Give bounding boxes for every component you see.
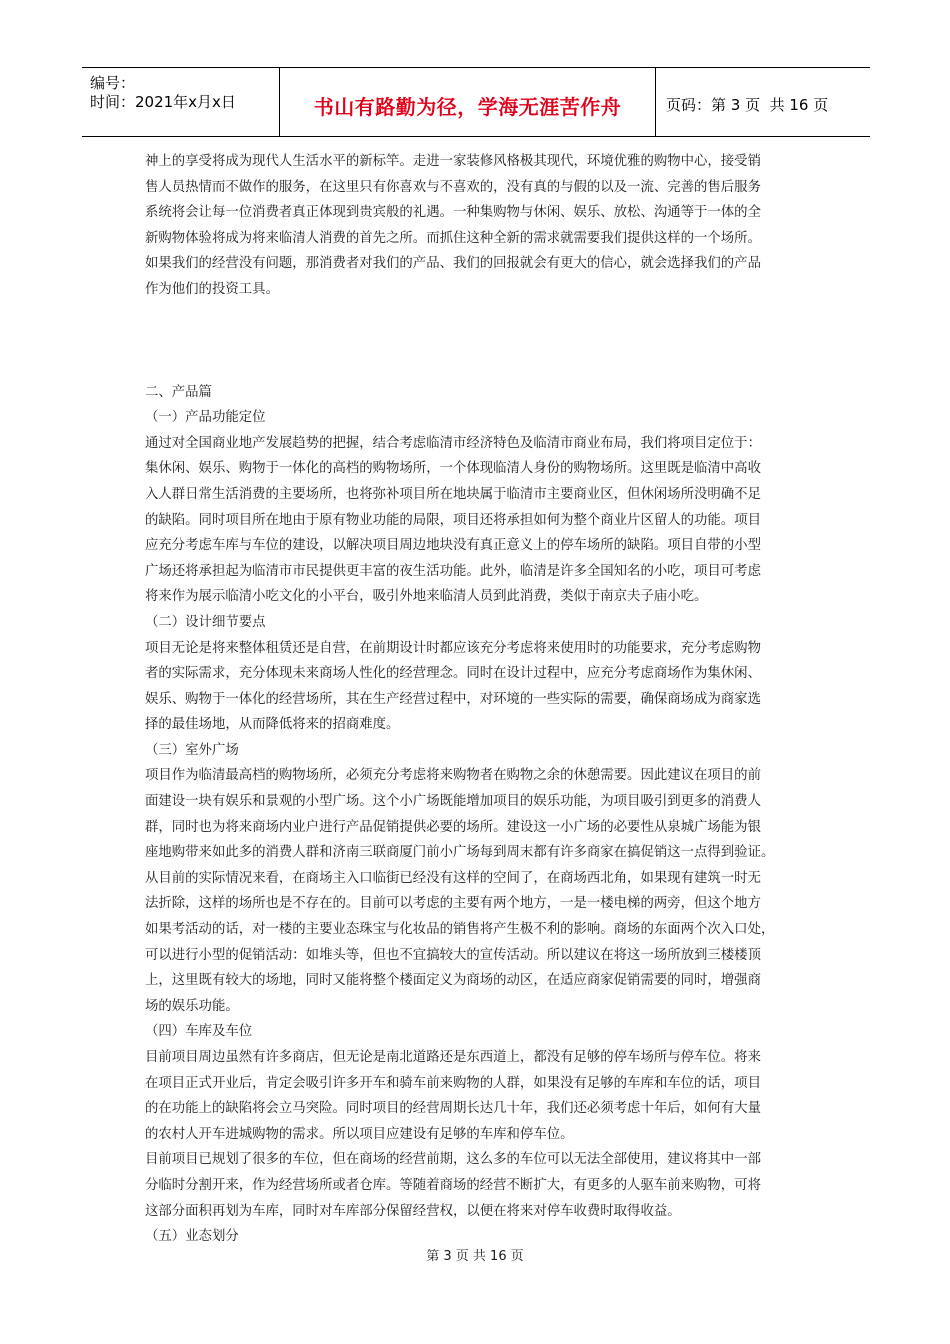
text-line: 在项目正式开业后，肯定会吸引许多开车和骑车前来购物的人群，如果没有足够的车库和车位的话，项目 [145,1075,761,1091]
subsection-heading: （二）设计细节要点 [145,614,266,630]
text-line: 从目前的实际情况来看，在商场主入口临街已经没有这样的空间了，在商场西北角，如果现有建筑一时无 [145,870,761,886]
text-line: 如果我们的经营没有问题，那消费者对我们的产品、我们的回报就会有更大的信心，就会选择我们的产品 [145,256,761,272]
text-line: 如果考活动的话，对一楼的主要业态珠宝与化妆品的销售将产生极不利的影响。商场的东面两个次入口处， [145,922,775,938]
text-line: 应充分考虑车库与车位的建设，以解决项目周边地块没有真正意义上的停车场所的缺陷。项目自带的小型 [145,538,761,554]
text-line: 作为他们的投资工具。 [145,281,279,297]
text-line: 群，同时也为将来商场内业户进行产品促销提供必要的场所。建设这一小广场的必要性从泉城广场能为银 [145,819,761,835]
text-line: 可以进行小型的促销活动：如堆头等，但也不宜搞较大的宣传活动。所以建议在将这一场所放到三楼楼顶 [145,947,761,963]
text-line: 上，这里既有较大的场地，同时又能将整个楼面定义为商场的动区，在适应商家促销需要的同时，增强商 [145,973,761,989]
text-line: 场的娱乐功能。 [145,998,239,1014]
page-footer: 第 3 页 共 16 页 [426,1249,524,1264]
text-line: 目前项目周边虽然有许多商店，但无论是南北道路还是东西道上，都没有足够的停车场所与停车位。将来 [145,1050,761,1065]
text-line: 广场还将承担起为临清市市民提供更丰富的夜生活功能。此外，临清是许多全国知名的小吃，项目可考虑 [145,563,761,579]
text-line: 的缺陷。同时项目所在地由于原有物业功能的局限，项目还将承担如何为整个商业片区留人的功能。项目 [145,512,761,528]
text-line: 项目作为临清最高档的购物场所，必须充分考虑将来购物者在购物之余的休憩需要。因此建议在项目的前 [145,768,761,784]
header-meta [82,68,280,136]
text-line: 将来作为展示临清小吃文化的小平台，吸引外地来临清人员到此消费，类似于南京夫子庙小吃。 [145,589,708,605]
text-line: 神上的享受将成为现代人生活水平的新标竿。走进一家装修风格极其现代，环境优雅的购物中心，接受销 [145,154,761,169]
text-line: 的农村人开车进城购物的需求。所以项目应建设有足够的车库和停车位。 [145,1126,574,1142]
header-page-info: 页码：第 3 页 共 16 页 [666,95,829,114]
subsection-heading: （五）业态划分 [145,1229,239,1245]
motto-text: 书山有路勤为径，学海无涯苦作舟 [313,94,622,119]
document-body [145,149,810,1250]
text-line: 新购物体验将成为将来临清人消费的首先之所。而抓住这种全新的需求就需要我们提供这样的一个场所。 [145,230,761,246]
product-section [145,380,810,1250]
text-line: 座地购带来如此多的消费人群和济南三联商厦门前小广场每到周末都有许多商家在搞促销这一点得到验证。 [145,845,775,861]
text-line: 通过对全国商业地产发展趋势的把握，结合考虑临清市经济特色及临清市商业布局，我们将项目定位于： [145,435,761,451]
text-line: 面建设一块有娱乐和景观的小型广场。这个小广场既能增加项目的娱乐功能，为项目吸引到更多的消费人 [145,794,761,810]
text-line: 项目无论是将来整体租赁还是自营，在前期设计时都应该充分考虑将来使用时的功能要求，充分考虑购物 [145,640,761,656]
text-line: 分临时分割开来，作为经营场所或者仓库。等随着商场的经营不断扩大，有更多的人驱车前来购物，可将 [145,1177,761,1193]
text-line: 集休闲、娱乐、购物于一体化的高档的购物场所，一个体现临清人身份的购物场所。这里既是临清中高收 [145,461,761,477]
time-label: 时间：2021年x月x日 [90,93,236,111]
section-heading: 二、产品篇 [145,384,212,400]
text-line: 售人员热情而不做作的服务，在这里只有你喜欢与不喜欢的，没有真的与假的以及一流、完善的售后服务 [145,179,761,195]
header-motto-cell [280,68,656,136]
text-line: 这部分面积再划为车库，同时对车库部分保留经营权，以便在将来对停车收费时取得收益。 [145,1203,681,1219]
text-line: 目前项目已规划了很多的车位，但在商场的经营前期，这么多的车位可以无法全部使用，建议将其中一部 [145,1152,761,1168]
text-line: 娱乐、购物于一体化的经营场所，其在生产经营过程中，对环境的一些实际的需要，确保商场成为商家选 [145,691,761,707]
text-line: 入人群日常生活消费的主要场所，也将弥补项目所在地块属于临清市主要商业区，但休闲场所没明确不足 [145,486,761,502]
text-line: 法折除，这样的场所也是不存在的。目前可以考虑的主要有两个地方，一是一楼电梯的两旁，但这个地方 [145,896,761,912]
text-line: 择的最佳场地，从而降低将来的招商难度。 [145,717,400,733]
intro-section [145,149,810,303]
text-line: 系统将会让每一位消费者真正体现到贵宾般的礼遇。一种集购物与休闲、娱乐、放松、沟通等于一体的全 [145,205,761,221]
text-line: 者的实际需求，充分体现未来商场人性化的经营理念。同时在设计过程中，应充分考虑商场作为集休闲、 [145,666,761,682]
serial-label: 编号： [90,74,136,92]
page-header [82,67,870,137]
subsection-heading: （一）产品功能定位 [145,410,266,426]
text-line: 的在功能上的缺陷将会立马突险。同时项目的经营周期长达几十年，我们还必须考虑十年后，如何有大量 [145,1101,761,1117]
subsection-heading: （三）室外广场 [145,742,239,758]
subsection-heading: （四）车库及车位 [145,1024,253,1040]
section-spacer [145,303,810,380]
